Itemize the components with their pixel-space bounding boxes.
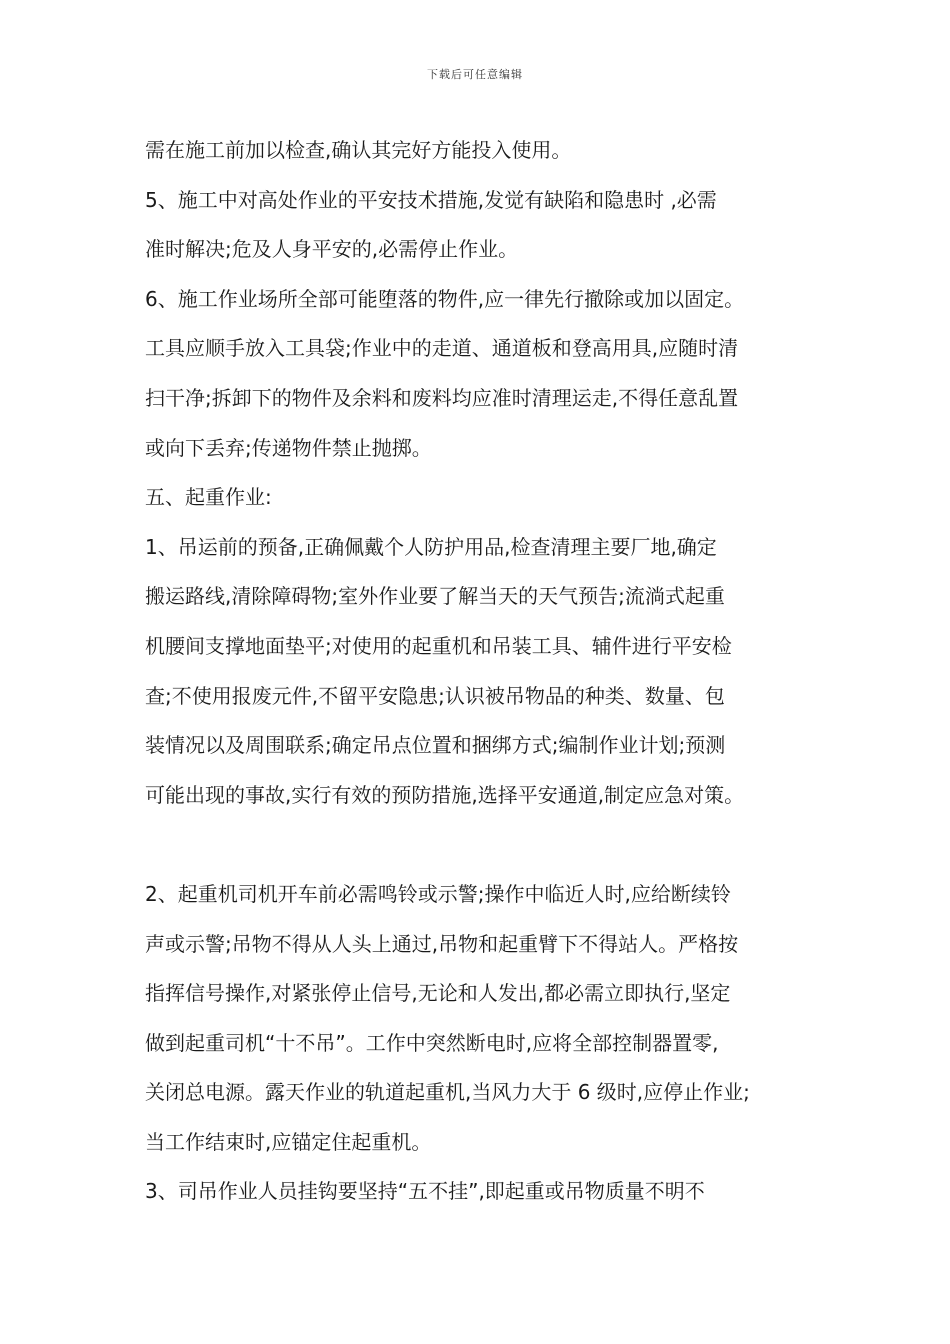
text-line: 机腰间支撑地面垫平;对使用的起重机和吊装工具、辅件进行平安检 xyxy=(145,633,732,658)
text-line: 指挥信号操作,对紧张停止信号,无论和人发出,都必需立即执行,坚定 xyxy=(145,981,731,1006)
text-line: 准时解决;危及人身平安的,必需停止作业。 xyxy=(145,237,519,262)
text-line: 搬运路线,清除障碍物;室外作业要了解当天的天气预告;流淌式起重 xyxy=(145,584,725,609)
paragraph-gap xyxy=(145,820,825,870)
text-line: 可能出现的事故,实行有效的预防措施,选择平安通道,制定应急对策。 xyxy=(145,782,745,807)
text-line: 查;不使用报废元件,不留平安隐患;认识被吊物品的种类、数量、包 xyxy=(145,683,725,708)
text-line: 1、吊运前的预备,正确佩戴个人防护用品,检查清理主要厂地,确定 xyxy=(145,534,717,559)
text-line: 需在施工前加以检查,确认其完好方能投入使用。 xyxy=(145,138,572,162)
text-line: 或向下丢弃;传递物件禁止抛掷。 xyxy=(145,435,432,460)
text-line: 声或示警;吊物不得从人头上通过,吊物和起重臂下不得站人。严格按 xyxy=(145,931,739,956)
document-body xyxy=(145,126,825,1217)
text-line: 装情况以及周围联系;确定吊点位置和捆绑方式;编制作业计划;预测 xyxy=(145,733,726,758)
text-line: 5、施工中对高处作业的平安技术措施,发觉有缺陷和隐患时 ,必需 xyxy=(145,187,717,212)
text-line: 3、司吊作业人员挂钩要坚持“五不挂”,即起重或吊物质量不明不 xyxy=(145,1179,705,1204)
text-line: 做到起重司机“十不吊”。工作中突然断电时,应将全部控制器置零, xyxy=(145,1030,719,1055)
page-header: 下载后可任意编辑 xyxy=(427,68,523,81)
section-heading: 五、起重作业: xyxy=(145,485,272,510)
text-line: 扫干净;拆卸下的物件及余料和废料均应准时清理运走,不得任意乱置 xyxy=(145,385,739,410)
text-line: 2、起重机司机开车前必需鸣铃或示警;操作中临近人时,应给断续铃 xyxy=(145,881,731,906)
text-line: 6、施工作业场所全部可能堕落的物件,应一律先行撤除或加以固定。 xyxy=(145,286,745,311)
text-line: 工具应顺手放入工具袋;作业中的走道、通道板和登高用具,应随时清 xyxy=(145,336,739,361)
text-line: 关闭总电源。露天作业的轨道起重机,当风力大于 6 级时,应停止作业; xyxy=(145,1080,750,1105)
text-line: 当工作结束时,应锚定住起重机。 xyxy=(145,1129,432,1154)
